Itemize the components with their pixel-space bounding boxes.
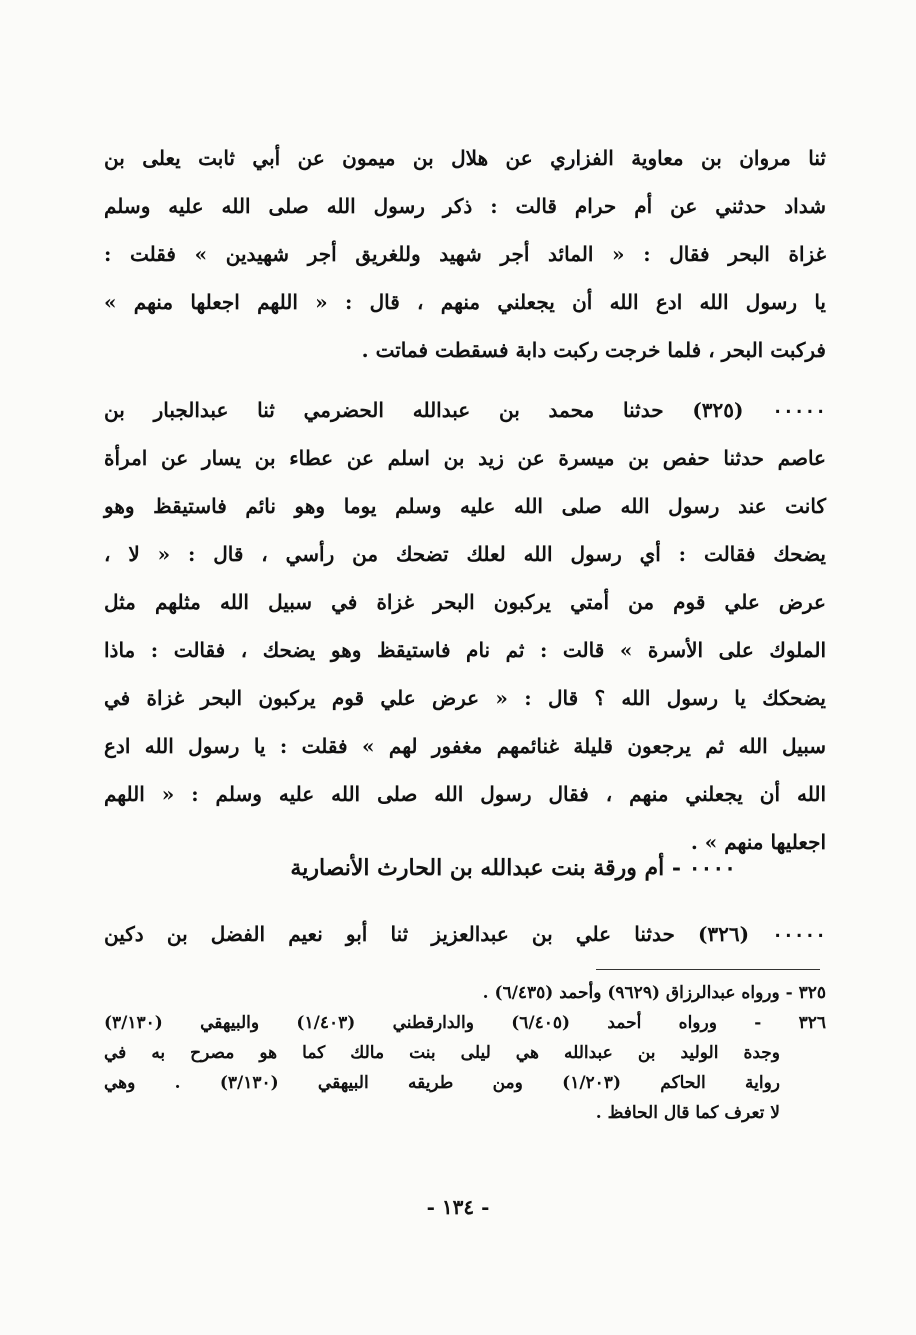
- footnote-line: رواية الحاكم (١/٢٠٣) ومن طريقه البيهقي (٣/١٣٠) . وهي: [104, 1073, 780, 1093]
- footnote-line: ٣٢٦ - ورواه أحمد (٦/٤٠٥) والدارقطني (١/٤٠٣) والبيهقي (٣/١٣٠): [104, 1013, 827, 1033]
- text-line: عرض علي قوم من أمتي يركبون البحر غزاة في سبيل الله مثلهم مثل: [104, 590, 826, 614]
- footnotes: [104, 978, 826, 1128]
- text-line: شداد حدثني عن أم حرام قالت : ذكر رسول الله صلى الله عليه وسلم: [104, 194, 826, 218]
- page-number: - ١٣٤ -: [426, 1195, 490, 1219]
- text-line: سبيل الله ثم يرجعون قليلة غنائمهم مغفور لهم » فقلت : يا رسول الله ادع: [104, 734, 826, 758]
- hadith-325: [104, 386, 826, 866]
- footnote-line: وجدة الوليد بن عبدالله هي ليلى بنت مالك كما هو مصرح به في: [104, 1043, 780, 1063]
- text-line: يا رسول الله ادع الله أن يجعلني منهم ، قال : « اللهم اجعلها منهم »: [104, 290, 827, 314]
- text-line: ٠٠٠٠٠ (٣٢٥) حدثنا محمد بن عبدالله الحضرمي ثنا عبدالجبار بن: [104, 398, 826, 422]
- section-heading: ٠٠٠٠ - أم ورقة بنت عبدالله بن الحارث الأنصارية: [290, 855, 736, 881]
- text-line: كانت عند رسول الله صلى الله عليه وسلم يوما وهو نائم فاستيقظ وهو: [104, 494, 826, 518]
- footnote-line: لا تعرف كما قال الحافظ .: [595, 1103, 780, 1123]
- text-line: عاصم حدثنا حفص بن ميسرة عن زيد بن اسلم عن عطاء بن يسار عن امرأة: [104, 446, 826, 470]
- hadith-326: [104, 910, 826, 958]
- text-line: ثنا مروان بن معاوية الفزاري عن هلال بن ميمون عن أبي ثابت يعلى بن: [104, 146, 826, 170]
- text-line: اجعليها منهم » .: [690, 830, 826, 854]
- text-line: غزاة البحر فقال : « المائد أجر شهيد وللغريق أجر شهيدين » فقلت :: [104, 242, 826, 266]
- text-line: ٠٠٠٠٠ (٣٢٦) حدثنا علي بن عبدالعزيز ثنا أبو نعيم الفضل بن دكين: [104, 922, 826, 946]
- text-line: فركبت البحر ، فلما خرجت ركبت دابة فسقطت فماتت .: [361, 338, 826, 362]
- footnote-divider: [596, 969, 820, 970]
- text-line: الملوك على الأسرة » قالت : ثم نام فاستيقظ وهو يضحك ، فقالت : ماذا: [104, 638, 827, 662]
- footnote-line: ٣٢٥ - ورواه عبدالرزاق (٩٦٢٩) وأحمد (٦/٤٣٥) .: [482, 983, 826, 1003]
- text-line: يضحكك يا رسول الله ؟ قال : « عرض علي قوم يركبون البحر غزاة في: [104, 686, 826, 710]
- text-line: يضحك فقالت : أي رسول الله لعلك تضحك من رأسي ، قال : « لا ،: [104, 542, 826, 566]
- text-line: الله أن يجعلني منهم ، فقال رسول الله صلى الله عليه وسلم : « اللهم: [104, 782, 826, 806]
- hadith-324-continuation: [104, 134, 826, 374]
